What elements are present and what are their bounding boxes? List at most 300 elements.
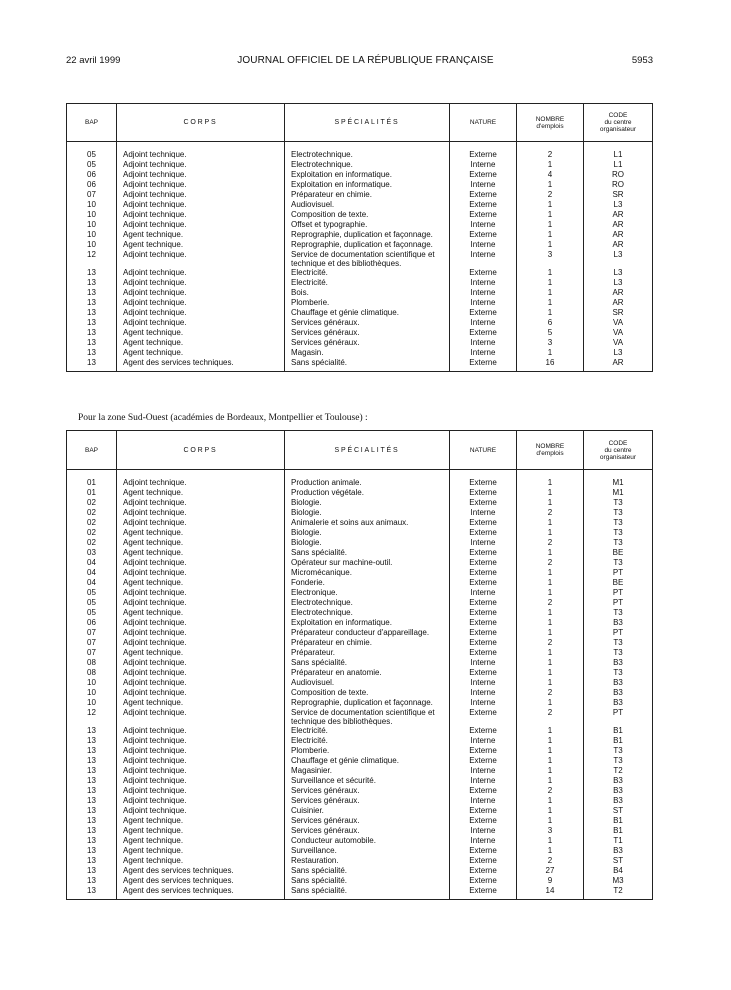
table-row [67, 876, 653, 886]
cell-nombre: 1 [517, 776, 584, 786]
table-row [67, 548, 653, 558]
cell-bap: 07 [67, 638, 117, 648]
cell-nombre: 1 [517, 210, 584, 220]
cell-nature: Interne [450, 298, 517, 308]
cell-corps: Adjoint technique. [117, 278, 285, 288]
cell-bap: 13 [67, 298, 117, 308]
col-header-nombre-line2: d'emplois [536, 122, 564, 130]
table-row [67, 608, 653, 618]
cell-nombre: 1 [517, 678, 584, 688]
table-row [67, 298, 653, 308]
table-row [67, 180, 653, 190]
cell-code: T3 [584, 518, 653, 528]
table-row [67, 210, 653, 220]
cell-code: T3 [584, 558, 653, 568]
table-row [67, 288, 653, 298]
cell-code: T3 [584, 528, 653, 538]
col-header-corps: CORPS [117, 431, 285, 470]
cell-specialite: Exploitation en informatique. [285, 170, 450, 180]
cell-specialite: Fonderie. [285, 578, 450, 588]
cell-nombre: 14 [517, 886, 584, 896]
table-row [67, 308, 653, 318]
table-2-body [67, 470, 653, 900]
cell-corps: Agent technique. [117, 528, 285, 538]
cell-corps: Agent technique. [117, 816, 285, 826]
cell-nature: Externe [450, 726, 517, 736]
cell-specialite: Service de documentation scientifique et technique des bibliothèques. [285, 708, 450, 726]
cell-code: SR [584, 308, 653, 318]
table-row [67, 318, 653, 328]
cell-corps: Adjoint technique. [117, 568, 285, 578]
table-row [67, 338, 653, 348]
cell-specialite: Services généraux. [285, 796, 450, 806]
cell-specialite: Production végétale. [285, 488, 450, 498]
table-row [67, 220, 653, 230]
table-row [67, 578, 653, 588]
cell-specialite: Electricité. [285, 268, 450, 278]
cell-nature: Externe [450, 308, 517, 318]
cell-specialite: Electrotechnique. [285, 608, 450, 618]
cell-nombre: 4 [517, 170, 584, 180]
cell-nombre: 1 [517, 200, 584, 210]
cell-bap: 10 [67, 678, 117, 688]
cell-specialite: Animalerie et soins aux animaux. [285, 518, 450, 528]
cell-corps: Agent technique. [117, 348, 285, 358]
cell-nombre: 1 [517, 846, 584, 856]
table-row [67, 826, 653, 836]
spacer-cell [517, 896, 584, 900]
cell-nombre: 2 [517, 786, 584, 796]
cell-nombre: 3 [517, 338, 584, 348]
cell-code: M1 [584, 478, 653, 488]
cell-specialite: Reprographie, duplication et façonnage. [285, 698, 450, 708]
cell-specialite: Sans spécialité. [285, 866, 450, 876]
cell-nombre: 1 [517, 518, 584, 528]
cell-code: L3 [584, 200, 653, 210]
cell-specialite: Reprographie, duplication et façonnage. [285, 230, 450, 240]
cell-corps: Adjoint technique. [117, 588, 285, 598]
cell-code: PT [584, 598, 653, 608]
table-row [67, 688, 653, 698]
table-row [67, 678, 653, 688]
spacer-cell [584, 896, 653, 900]
cell-nature: Externe [450, 210, 517, 220]
cell-code: B3 [584, 796, 653, 806]
col-header-code-line2: du centre [604, 119, 632, 126]
cell-code: B1 [584, 726, 653, 736]
cell-code: T3 [584, 608, 653, 618]
cell-corps: Agent technique. [117, 538, 285, 548]
cell-nombre: 2 [517, 508, 584, 518]
spacer-cell [517, 142, 584, 151]
cell-specialite: Electricité. [285, 278, 450, 288]
cell-code: PT [584, 628, 653, 638]
cell-bap: 07 [67, 628, 117, 638]
cell-code: T3 [584, 648, 653, 658]
cell-bap: 12 [67, 250, 117, 268]
cell-bap: 06 [67, 180, 117, 190]
spacer-cell [450, 368, 517, 372]
cell-nature: Externe [450, 856, 517, 866]
table-row [67, 498, 653, 508]
table-row [67, 846, 653, 856]
cell-specialite: Sans spécialité. [285, 658, 450, 668]
cell-nombre: 1 [517, 578, 584, 588]
cell-specialite: Restauration. [285, 856, 450, 866]
cell-bap: 13 [67, 358, 117, 368]
cell-nature: Interne [450, 180, 517, 190]
spacer-row [67, 470, 653, 479]
cell-code: T3 [584, 508, 653, 518]
col-header-code [584, 431, 653, 470]
table-row [67, 648, 653, 658]
cell-nature: Externe [450, 150, 517, 160]
cell-nature: Interne [450, 736, 517, 746]
cell-bap: 06 [67, 618, 117, 628]
cell-corps: Adjoint technique. [117, 708, 285, 726]
cell-bap: 13 [67, 288, 117, 298]
spacer-cell [67, 896, 117, 900]
cell-bap: 10 [67, 200, 117, 210]
cell-code: T3 [584, 538, 653, 548]
cell-specialite: Bois. [285, 288, 450, 298]
cell-corps: Adjoint technique. [117, 598, 285, 608]
cell-code: PT [584, 568, 653, 578]
col-header-code-line3: organisateur [599, 126, 637, 133]
table-row [67, 726, 653, 736]
cell-nombre: 3 [517, 826, 584, 836]
cell-specialite: Biologie. [285, 528, 450, 538]
cell-specialite: Préparateur en anatomie. [285, 668, 450, 678]
cell-code: T3 [584, 668, 653, 678]
table-row [67, 558, 653, 568]
cell-bap: 13 [67, 338, 117, 348]
cell-nature: Interne [450, 826, 517, 836]
cell-nombre: 1 [517, 668, 584, 678]
cell-nature: Interne [450, 278, 517, 288]
cell-bap: 08 [67, 658, 117, 668]
cell-nature: Externe [450, 230, 517, 240]
cell-corps: Agent technique. [117, 698, 285, 708]
spacer-cell [584, 368, 653, 372]
cell-bap: 10 [67, 698, 117, 708]
cell-code: ST [584, 806, 653, 816]
cell-nombre: 5 [517, 328, 584, 338]
table-row [67, 488, 653, 498]
cell-code: BE [584, 578, 653, 588]
cell-specialite: Biologie. [285, 498, 450, 508]
cell-nature: Interne [450, 288, 517, 298]
col-header-nature: NATURE [450, 104, 517, 142]
spacer-row [67, 368, 653, 372]
table-row [67, 250, 653, 268]
cell-corps: Adjoint technique. [117, 498, 285, 508]
cell-code: VA [584, 318, 653, 328]
cell-nombre: 1 [517, 288, 584, 298]
cell-corps: Agent des services techniques. [117, 876, 285, 886]
cell-nombre: 2 [517, 558, 584, 568]
cell-bap: 01 [67, 488, 117, 498]
cell-code: B4 [584, 866, 653, 876]
cell-corps: Agent des services techniques. [117, 358, 285, 368]
cell-corps: Adjoint technique. [117, 786, 285, 796]
cell-specialite: Electrotechnique. [285, 598, 450, 608]
cell-nombre: 1 [517, 180, 584, 190]
cell-nombre: 2 [517, 638, 584, 648]
cell-nature: Externe [450, 528, 517, 538]
cell-bap: 12 [67, 708, 117, 726]
cell-bap: 03 [67, 548, 117, 558]
table-row [67, 358, 653, 368]
cell-nombre: 1 [517, 278, 584, 288]
cell-nombre: 1 [517, 658, 584, 668]
cell-corps: Agent technique. [117, 826, 285, 836]
cell-corps: Adjoint technique. [117, 638, 285, 648]
table-row [67, 836, 653, 846]
spacer-cell [117, 470, 285, 479]
spacer-cell [450, 470, 517, 479]
spacer-cell [285, 896, 450, 900]
cell-specialite: Audiovisuel. [285, 200, 450, 210]
cell-nature: Externe [450, 668, 517, 678]
cell-corps: Agent des services techniques. [117, 886, 285, 896]
cell-nature: Interne [450, 678, 517, 688]
cell-bap: 10 [67, 210, 117, 220]
cell-bap: 13 [67, 766, 117, 776]
cell-nature: Externe [450, 846, 517, 856]
table-row [67, 278, 653, 288]
table-row [67, 348, 653, 358]
cell-nombre: 1 [517, 568, 584, 578]
cell-bap: 13 [67, 856, 117, 866]
cell-code: B1 [584, 736, 653, 746]
col-header-nature: NATURE [450, 431, 517, 470]
cell-nombre: 2 [517, 190, 584, 200]
col-header-corps: CORPS [117, 104, 285, 142]
cell-nature: Externe [450, 628, 517, 638]
cell-nature: Externe [450, 708, 517, 726]
cell-specialite: Service de documentation scientifique et technique et des bibliothèques. [285, 250, 450, 268]
cell-nombre: 1 [517, 648, 584, 658]
staffing-table-2 [66, 430, 653, 900]
cell-bap: 04 [67, 558, 117, 568]
cell-code: B1 [584, 816, 653, 826]
cell-corps: Adjoint technique. [117, 250, 285, 268]
cell-corps: Adjoint technique. [117, 628, 285, 638]
cell-nombre: 2 [517, 708, 584, 726]
cell-specialite: Plomberie. [285, 746, 450, 756]
cell-specialite: Services généraux. [285, 338, 450, 348]
table-row [67, 856, 653, 866]
cell-specialite: Services généraux. [285, 786, 450, 796]
cell-code: AR [584, 358, 653, 368]
col-header-nombre-line2: d'emplois [536, 450, 564, 457]
table-row [67, 478, 653, 488]
cell-nature: Externe [450, 498, 517, 508]
cell-code: VA [584, 328, 653, 338]
cell-code: PT [584, 708, 653, 726]
cell-bap: 13 [67, 876, 117, 886]
cell-specialite: Magasinier. [285, 766, 450, 776]
cell-nombre: 1 [517, 816, 584, 826]
cell-bap: 13 [67, 348, 117, 358]
cell-corps: Adjoint technique. [117, 756, 285, 766]
cell-code: B3 [584, 678, 653, 688]
cell-nombre: 1 [517, 766, 584, 776]
cell-specialite: Préparateur conducteur d'appareillage. [285, 628, 450, 638]
table-row [67, 538, 653, 548]
cell-nombre: 1 [517, 796, 584, 806]
cell-nombre: 1 [517, 220, 584, 230]
cell-nature: Externe [450, 518, 517, 528]
cell-specialite: Services généraux. [285, 816, 450, 826]
cell-code: T3 [584, 756, 653, 766]
cell-specialite: Services généraux. [285, 328, 450, 338]
spacer-cell [285, 142, 450, 151]
cell-corps: Adjoint technique. [117, 618, 285, 628]
table-row [67, 628, 653, 638]
cell-code: B1 [584, 826, 653, 836]
cell-corps: Adjoint technique. [117, 736, 285, 746]
cell-bap: 04 [67, 578, 117, 588]
spacer-cell [67, 368, 117, 372]
cell-specialite: Electronique. [285, 588, 450, 598]
cell-specialite: Préparateur en chimie. [285, 638, 450, 648]
cell-nature: Externe [450, 876, 517, 886]
cell-nature: Interne [450, 836, 517, 846]
cell-corps: Adjoint technique. [117, 558, 285, 568]
table-row [67, 806, 653, 816]
cell-nature: Externe [450, 866, 517, 876]
table-row [67, 150, 653, 160]
cell-specialite: Chauffage et génie climatique. [285, 756, 450, 766]
table-row [67, 746, 653, 756]
cell-bap: 02 [67, 538, 117, 548]
cell-nature: Interne [450, 766, 517, 776]
cell-nature: Externe [450, 190, 517, 200]
col-header-specialites: SPÉCIALITÉS [285, 104, 450, 142]
cell-code: AR [584, 210, 653, 220]
cell-specialite: Biologie. [285, 538, 450, 548]
cell-corps: Agent technique. [117, 338, 285, 348]
cell-bap: 05 [67, 160, 117, 170]
cell-code: B3 [584, 698, 653, 708]
cell-nombre: 2 [517, 598, 584, 608]
cell-nature: Externe [450, 200, 517, 210]
cell-code: L3 [584, 268, 653, 278]
spacer-cell [450, 896, 517, 900]
cell-bap: 13 [67, 796, 117, 806]
cell-bap: 10 [67, 220, 117, 230]
cell-nature: Interne [450, 348, 517, 358]
cell-corps: Adjoint technique. [117, 170, 285, 180]
cell-nombre: 1 [517, 548, 584, 558]
cell-nombre: 1 [517, 726, 584, 736]
cell-nature: Interne [450, 318, 517, 328]
cell-nombre: 6 [517, 318, 584, 328]
cell-bap: 13 [67, 846, 117, 856]
cell-code: L3 [584, 348, 653, 358]
cell-nombre: 1 [517, 736, 584, 746]
cell-specialite: Exploitation en informatique. [285, 618, 450, 628]
cell-nature: Interne [450, 240, 517, 250]
cell-nombre: 1 [517, 488, 584, 498]
cell-specialite: Chauffage et génie climatique. [285, 308, 450, 318]
cell-corps: Agent technique. [117, 548, 285, 558]
table-row [67, 618, 653, 628]
cell-corps: Adjoint technique. [117, 160, 285, 170]
table-row [67, 638, 653, 648]
col-header-code-line1: CODE [608, 439, 628, 447]
cell-nombre: 1 [517, 746, 584, 756]
col-header-bap: BAP [67, 104, 117, 142]
cell-corps: Adjoint technique. [117, 308, 285, 318]
cell-corps: Adjoint technique. [117, 518, 285, 528]
cell-corps: Adjoint technique. [117, 298, 285, 308]
cell-code: B3 [584, 688, 653, 698]
cell-nombre: 2 [517, 538, 584, 548]
cell-specialite: Offset et typographie. [285, 220, 450, 230]
cell-nombre: 1 [517, 240, 584, 250]
cell-nature: Interne [450, 588, 517, 598]
cell-nombre: 1 [517, 588, 584, 598]
cell-code: PT [584, 588, 653, 598]
cell-corps: Adjoint technique. [117, 746, 285, 756]
cell-specialite: Composition de texte. [285, 688, 450, 698]
table-row [67, 776, 653, 786]
cell-code: AR [584, 240, 653, 250]
cell-bap: 13 [67, 318, 117, 328]
cell-corps: Adjoint technique. [117, 726, 285, 736]
cell-code: RO [584, 180, 653, 190]
cell-bap: 05 [67, 608, 117, 618]
table-row [67, 518, 653, 528]
cell-corps: Adjoint technique. [117, 508, 285, 518]
table-row [67, 528, 653, 538]
cell-specialite: Electricité. [285, 736, 450, 746]
cell-nature: Externe [450, 638, 517, 648]
table-row [67, 328, 653, 338]
cell-nature: Externe [450, 756, 517, 766]
cell-corps: Adjoint technique. [117, 688, 285, 698]
cell-nature: Externe [450, 358, 517, 368]
col-header-nombre [517, 104, 584, 142]
cell-nombre: 1 [517, 628, 584, 638]
cell-nature: Externe [450, 328, 517, 338]
cell-nombre: 1 [517, 498, 584, 508]
cell-bap: 07 [67, 648, 117, 658]
cell-nature: Interne [450, 250, 517, 268]
spacer-cell [117, 896, 285, 900]
cell-bap: 10 [67, 230, 117, 240]
cell-nombre: 1 [517, 698, 584, 708]
cell-nombre: 16 [517, 358, 584, 368]
table-row [67, 160, 653, 170]
table-row [67, 866, 653, 876]
cell-bap: 04 [67, 568, 117, 578]
cell-nombre: 2 [517, 688, 584, 698]
col-header-code-line2: du centre [604, 446, 632, 454]
col-header-bap: BAP [67, 431, 117, 470]
cell-corps: Agent technique. [117, 608, 285, 618]
table-row [67, 736, 653, 746]
cell-code: B3 [584, 618, 653, 628]
cell-code: L1 [584, 150, 653, 160]
spacer-cell [67, 142, 117, 151]
cell-specialite: Sans spécialité. [285, 358, 450, 368]
cell-nature: Interne [450, 338, 517, 348]
cell-nombre: 1 [517, 478, 584, 488]
